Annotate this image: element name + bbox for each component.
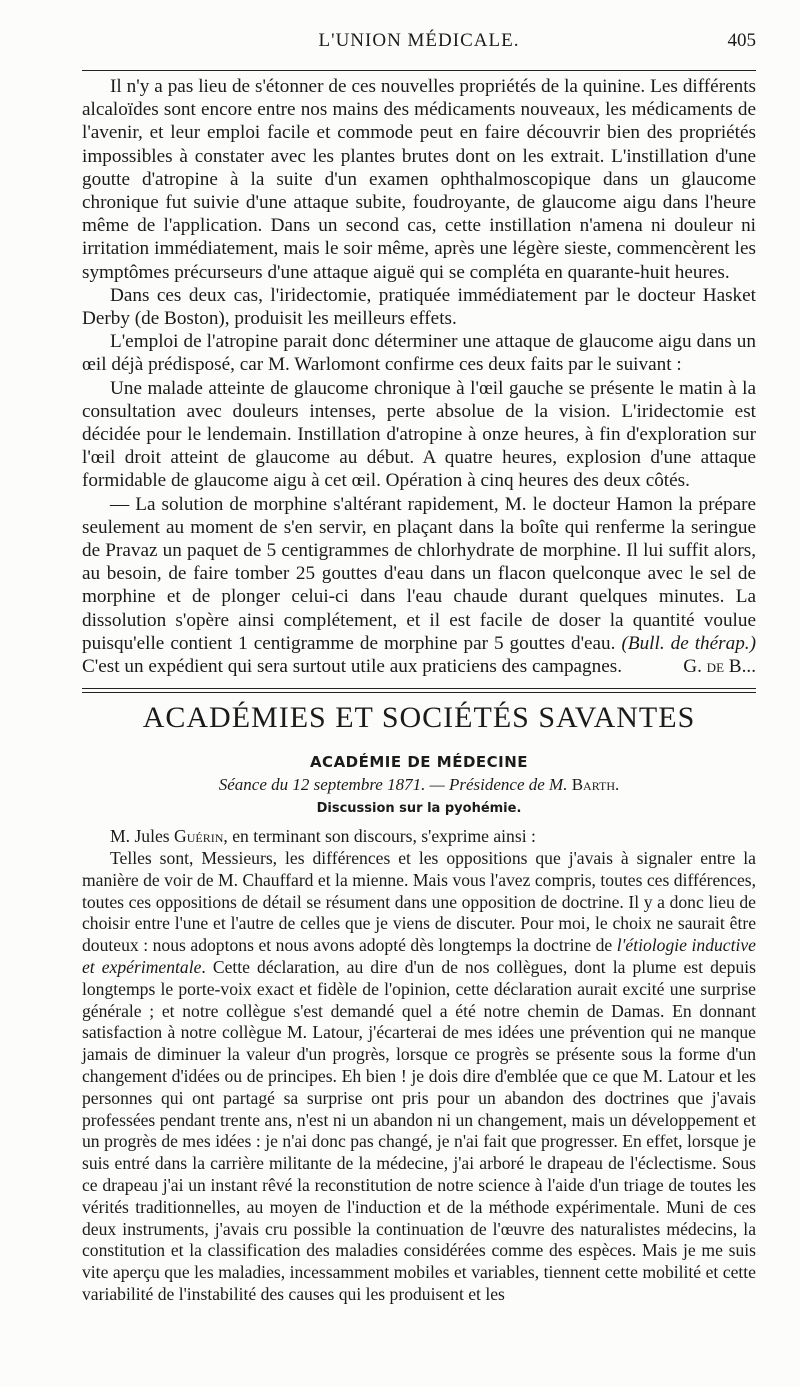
president-name: Barth xyxy=(571,775,615,795)
speech-text-a: Telles sont, Messieurs, les différences et les oppositions que j'avais à signaler entre la manière de voir de M. Chauffard et la mienne. Mais vous l'avez compris, toutes ces différences, toutes ces oppositions de détail se résument dans une opposition de doctrine. Il y a donc lieu de choisir entre l'une et l'autre de celles que je viens de discuter. Pour moi, le choix ne saurait être douteux : nous adoptons et nous avons adopté dès longtemps la doctrine de xyxy=(82,848,756,956)
discussion-heading: Discussion sur la pyohémie. xyxy=(316,801,522,817)
paragraph-text: — La solution de morphine s'altérant rapidement, M. le docteur Hamon la prépare seulement au moment de s'en servir, en plaçant dans la boîte qui renferme la seringue de Pravaz un paquet de 5 centigrammes de chlorhydrate de morphine. Il lui suffit alors, au besoin, de faire tomber 25 gouttes d'eau dans un flacon quelconque avec le sel de morphine et de plonger celui-ci dans l'eau chaude durant quelques minutes. La dissolution s'opère ainsi complétement, et il est facile de doser la quantité voulue puisqu'elle contient 1 centigramme de morphine par 5 gouttes d'eau. xyxy=(82,493,756,654)
paragraph: Dans ces deux cas, l'iridectomie, pratiquée immédiatement par le docteur Hasket Derby (de Boston), produisit les meilleurs effets. xyxy=(82,284,756,330)
citation: (Bull. de thérap.) xyxy=(621,632,756,654)
page-number: 405 xyxy=(727,30,756,51)
speaker-prefix: M. Jules xyxy=(110,826,175,847)
speech-italic: l'étiologie inductive et expérimentale xyxy=(82,935,756,978)
author-signature: G. de B... xyxy=(683,656,756,678)
closing-text: C'est un expédient qui sera surtout utile aux praticiens des campagnes. xyxy=(82,656,623,678)
journal-title: L'UNION MÉDICALE. xyxy=(318,30,520,51)
session-line: Séance du 12 septembre 1871. — Présidence de M. Barth. xyxy=(218,775,620,795)
speech-paragraph xyxy=(82,848,756,1306)
session-text: Séance du 12 septembre 1871. — Présidence de M. xyxy=(218,775,572,795)
speech-text-b: . Cette déclaration, au dire d'un de nos collègues, dont la plume est depuis longtemps le porte-voix exact et fidèle de l'opinion, cette déclaration aurait excité une surprise générale ; et notre collègue s'est demandé quel a été notre chemin de Damas. En donnant satisfaction à notre collègue M. Latour, j'écarterai de mes idées une prévention qui ne manque jamais de diminuer la valeur d'un progrès, lorsque ce progrès se présente sous la forme d'un changement d'idées ou de principes. Eh bien ! je dois dire d'emblée que ce que M. Latour et les personnes qui ont partagé sa surprise ont pris pour un abandon des doctrines que j'avais professées pendant trente ans, n'est ni un abandon ni un changement, mais un développement et un progrès de mes idées : je n'ai donc pas changé, je n'ai fait que progresser. En effet, lorsque je suis entré dans la carrière militante de la médecine, j'ai arboré le drapeau de l'éclectisme. Sous ce drapeau j'ai un instant rêvé la reconstitution de notre science à l'aide d'un triage de toutes les vérités traditionnelles, au moyen de l'induction et de la méthode expérimentale. Muni de ces deux instruments, j'avais cru possible la continuation de l'œuvre des naturalistes médecins, la constitution et la classification des maladies considérées comme des espèces. Mais je me suis vite aperçu que les maladies, incessamment mobiles et variables, tiennent cette mobilité et cette variabilité de l'instabilité des causes qui les produisent et les xyxy=(82,957,756,1305)
intro-text: , en terminant son discours, s'exprime ainsi : xyxy=(223,826,536,847)
speaker-intro xyxy=(82,826,756,848)
speaker-name: Guérin xyxy=(174,826,224,847)
header-rule xyxy=(82,70,756,71)
paragraph: L'emploi de l'atropine parait donc déterminer une attaque de glaucome aigu dans un œil déjà prédisposé, car M. Warlomont confirme ces deux faits par le suivant : xyxy=(82,331,756,376)
section-title: ACADÉMIES ET SOCIÉTÉS SAVANTES xyxy=(142,701,696,735)
paragraph: Il n'y a pas lieu de s'étonner de ces nouvelles propriétés de la quinine. Les différents alcaloïdes sont encore entre nos mains des médicaments nouveaux, les médicaments de l'avenir, et leur emploi facile et commode peut en faire découvrir bien des propriétés impossibles à constater avec les plantes brutes dont on les extrait. L'instillation d'une goutte d'atropine à la suite d'un examen ophthalmoscopique dans un glaucome chronique fut suivie d'une attaque subite, foudroyante, de glaucome aigu dans l'heure même de l'application. Dans un second cas, cette instillation n'amena ni douleur ni irritation immédiatement, mais le soir même, après une légère sieste, commencèrent les symptômes précurseurs d'une attaque aiguë qui se compléta en quarante-huit heures. xyxy=(82,76,756,283)
article-pyohemia xyxy=(82,826,756,1306)
article-ophthalmology xyxy=(82,75,756,678)
paragraph: Une malade atteinte de glaucome chronique à l'œil gauche se présente le matin à la consultation avec douleurs intenses, perte absolue de la vision. L'iridectomie est décidée pour le lendemain. Instillation d'atropine à onze heures, à fin d'exploration sur l'œil droit atteint de glaucome au début. A quatre heures, explosion d'une attaque formidable de glaucome aigu à cet œil. Opération à cinq heures des deux côtés. xyxy=(82,377,756,492)
running-head xyxy=(82,26,756,64)
academy-heading: ACADÉMIE DE MÉDECINE xyxy=(309,753,529,772)
section-divider xyxy=(82,688,756,693)
paragraph-morphine xyxy=(82,493,756,679)
